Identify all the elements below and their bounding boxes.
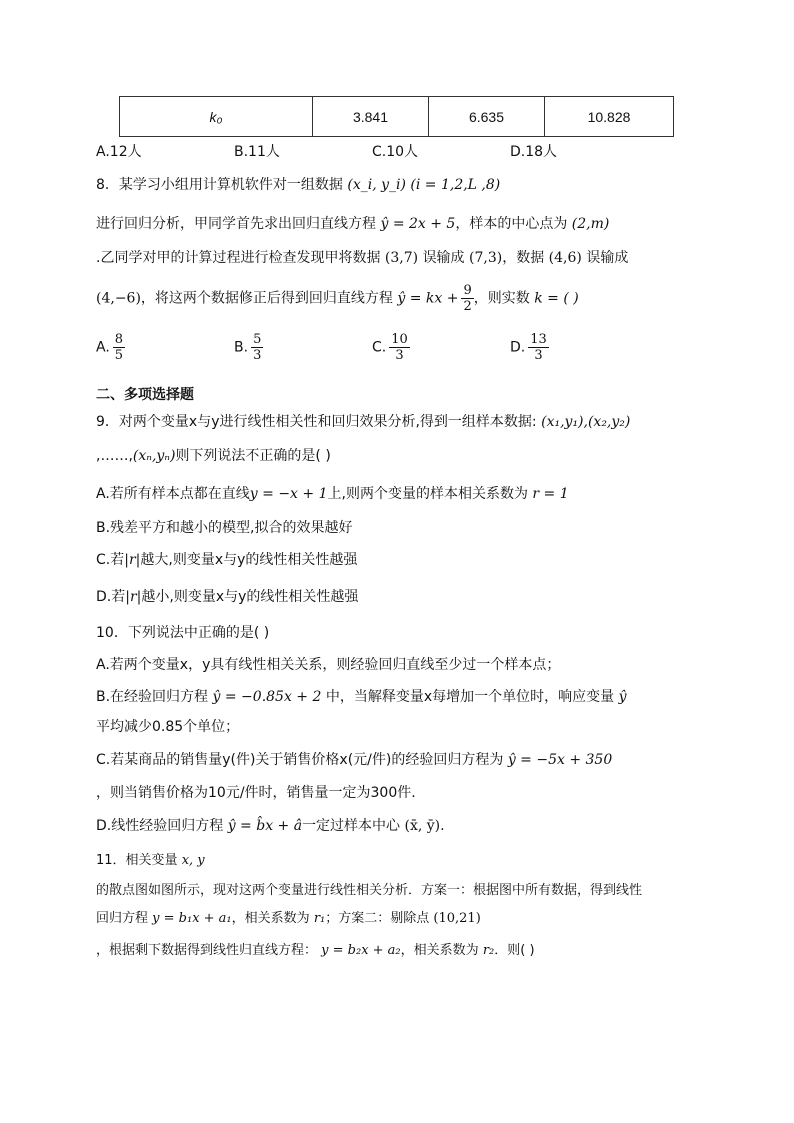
q9-option-b: B.残差平方和越小的模型,拟合的效果越好 xyxy=(96,520,353,536)
q7-option-d: D.18人 xyxy=(510,144,558,160)
table-cell: 3.841 xyxy=(313,97,429,137)
q7-option-c: C.10人 xyxy=(372,144,419,160)
q11-line-4: ，根据剩下数据得到线性归直线方程： y = b₂x + a₂，相关系数为 r₂．则( ) xyxy=(96,943,535,958)
section-heading: 二、多项选择题 xyxy=(96,387,194,403)
q11-line-3: 回归方程 y = b₁x + a₁，相关系数为 r₁；方案二：剔除点 (10,21) xyxy=(96,911,481,926)
q10-option-a: A.若两个变量x，y具有线性相关关系，则经验回归直线至少过一个样本点； xyxy=(96,657,561,673)
q10-option-c-cont: ，则当销售价格为10元/件时，销售量一定为300件. xyxy=(96,785,416,801)
q8-option-d: D. $\frac{13}{3}$ xyxy=(510,332,547,363)
q7-option-b: B.11人 xyxy=(234,144,280,160)
q9-option-d: D.若|r|越小,则变量x与y的线性相关性越强 xyxy=(96,589,359,605)
q9-line-1: 9．对两个变量x与y进行线性相关性和回归效果分析,得到一组样本数据: (x₁,y₁),(x₂,y₂) xyxy=(96,414,631,430)
q9-line-2: ,……,(xₙ,yₙ)则下列说法不正确的是( ) xyxy=(96,448,331,464)
table-cell: k₀ xyxy=(120,97,313,137)
q11-line-1: 11．相关变量 x, y xyxy=(96,853,205,868)
q8-line-4: (4,−6)，将这两个数据修正后得到回归直线方程 ŷ = kx + $\frac{9}{2}$ ，则实数 k = ( ) xyxy=(96,283,579,314)
q7-option-a: A.12人 xyxy=(96,144,142,160)
q8-line-1: 8．某学习小组用计算机软件对一组数据 (x_i, y_i) (i = 1,2,L ,8) xyxy=(96,177,501,193)
q10-option-b-cont: 平均减少0.85个单位； xyxy=(96,719,240,735)
q10-option-d: D.线性经验回归方程 ŷ = b̂x + â一定过样本中心 (x̄, ȳ). xyxy=(96,818,445,834)
q10-option-b: B.在经验回归方程 ŷ = −0.85x + 2 中，当解释变量x每增加一个单位时，响应变量 ŷ xyxy=(96,689,627,705)
q11-line-2: 的散点图如图所示，现对这两个变量进行线性相关分析．方案一：根据图中所有数据，得到线性 xyxy=(96,883,643,898)
table-cell: 10.828 xyxy=(545,97,674,137)
q8-line-3: .乙同学对甲的计算过程进行检查发现甲将数据 (3,7) 误输成 (7,3)，数据 (4,6) 误输成 xyxy=(96,250,629,266)
q9-option-c: C.若|r|越大,则变量x与y的线性相关性越强 xyxy=(96,552,358,568)
q8-option-b: B. $\frac{5}{3}$ xyxy=(234,332,262,363)
q8-option-a: A. $\frac{8}{5}$ xyxy=(96,332,124,363)
q10-option-c: C.若某商品的销售量y(件)关于销售价格x(元/件)的经验回归方程为 ŷ = −5x + 350 xyxy=(96,752,613,768)
q10-stem: 10．下列说法中正确的是( ) xyxy=(96,625,270,641)
table-cell: 6.635 xyxy=(429,97,545,137)
table-row xyxy=(120,97,674,137)
q8-option-c: C. $\frac{10}{3}$ xyxy=(372,332,408,363)
q8-line-2: 进行回归分析，甲同学首先求出回归直线方程 ŷ = 2x + 5，样本的中心点为 (2,m) xyxy=(96,216,610,232)
fraction: $\frac{9}{2}$ xyxy=(463,283,472,314)
critical-value-table xyxy=(119,96,674,137)
q9-option-a: A.若所有样本点都在直线y = −x + 1上,则两个变量的样本相关系数为 r = 1 xyxy=(96,486,569,502)
